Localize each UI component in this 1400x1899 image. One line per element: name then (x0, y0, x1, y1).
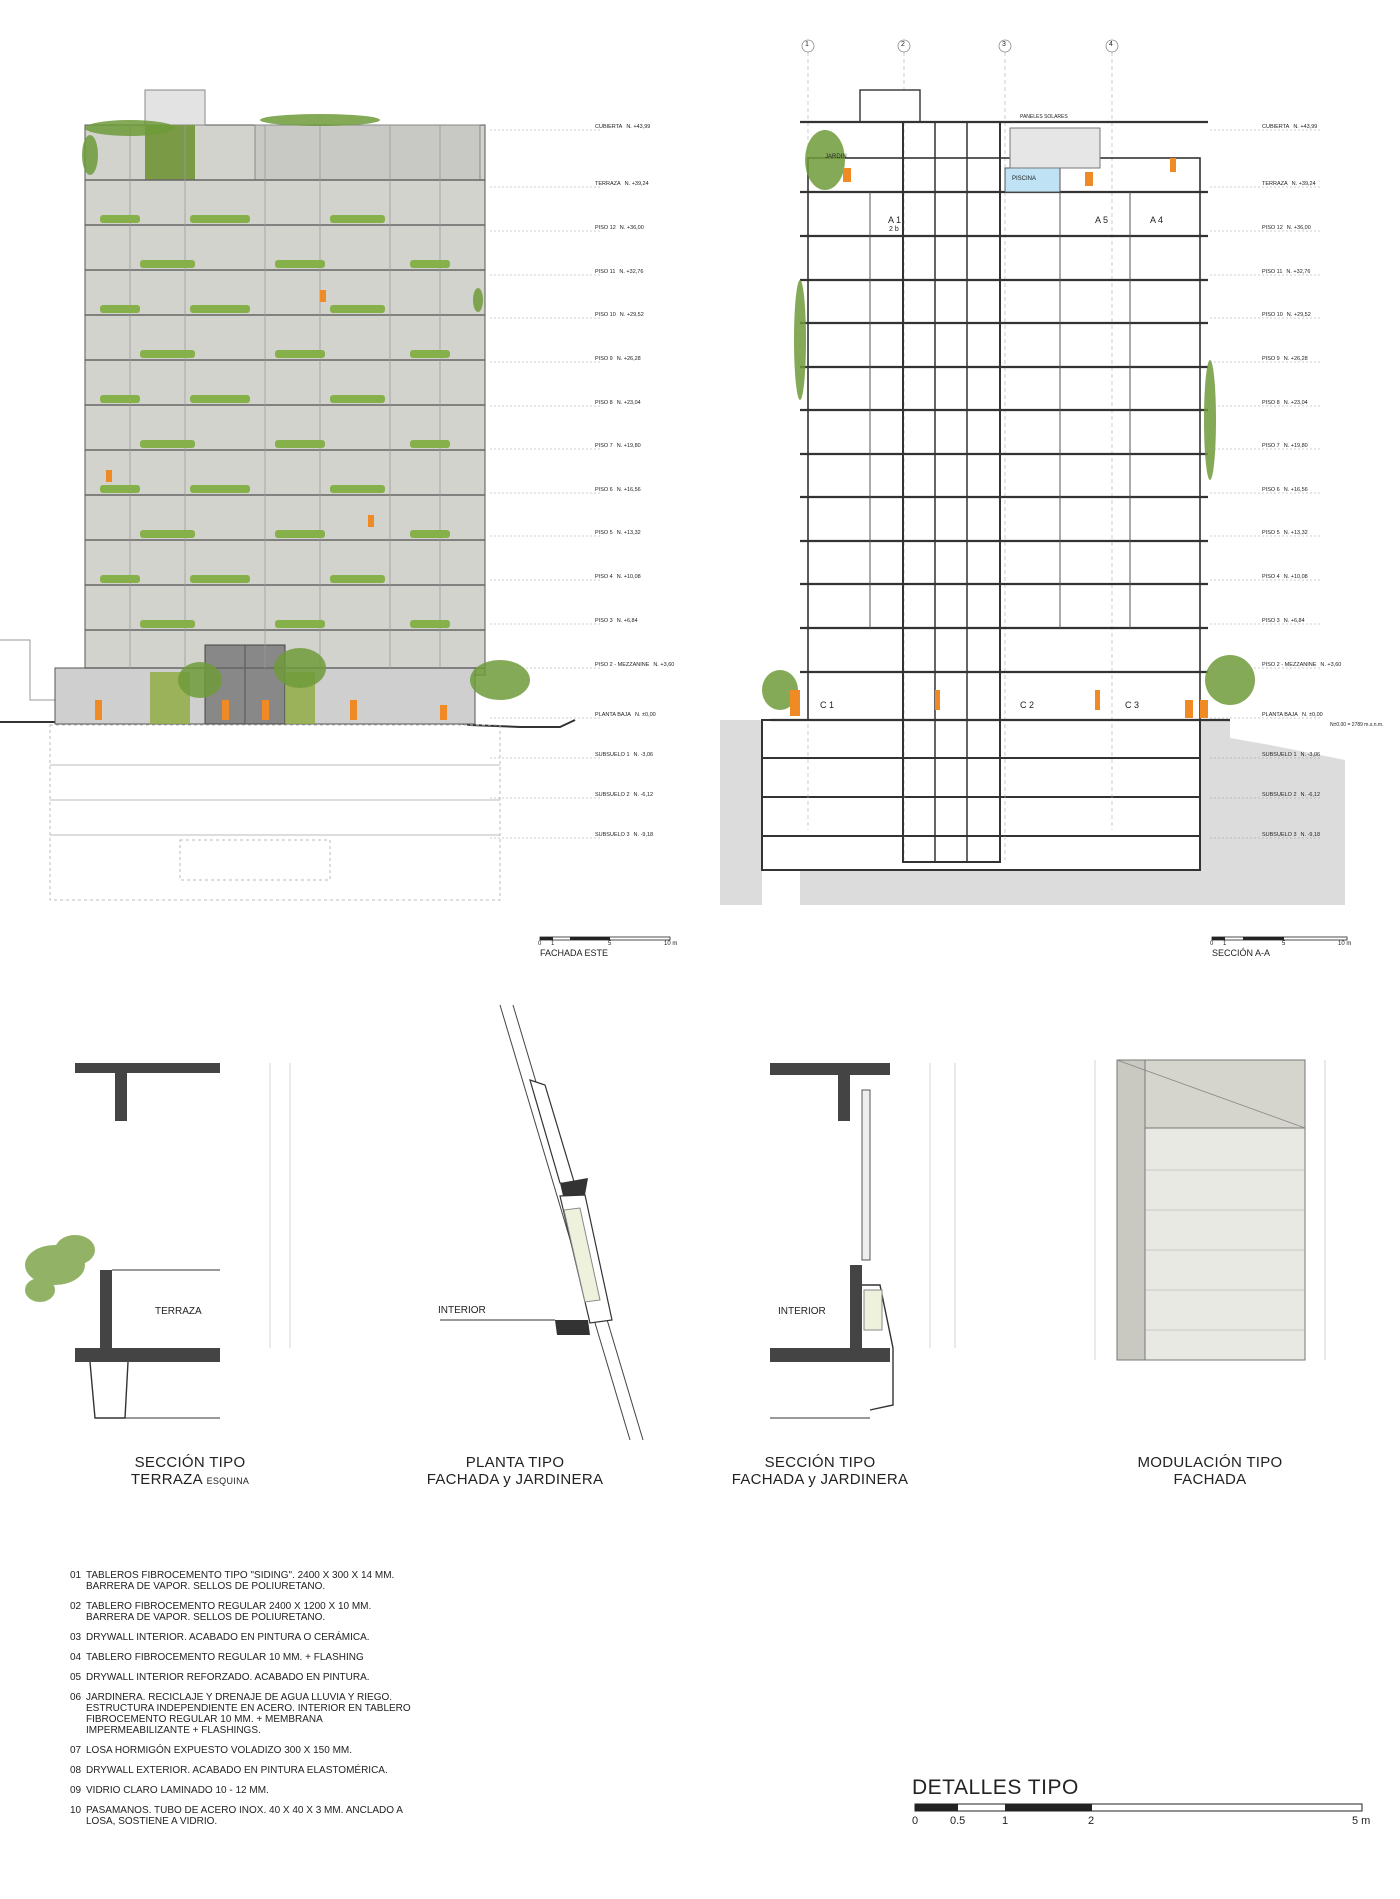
unit-label: C 3 (1125, 700, 1140, 710)
level-label (595, 662, 674, 668)
level-label (595, 752, 653, 758)
note-item (70, 1601, 470, 1623)
level-name: PLANTA BAJA (595, 712, 631, 718)
level-name: SUBSUELO 3 (1262, 832, 1297, 838)
level-label (1262, 124, 1317, 130)
level-value: N. -3,06 (633, 752, 654, 758)
level-value: N. +26,28 (616, 356, 641, 362)
scale-top-tick: 0 (538, 941, 542, 947)
scale-bottom-tick: 0.5 (950, 1815, 966, 1827)
level-value: N. +36,00 (619, 225, 644, 231)
reference-level: N±0.00 = 2789 m.s.n.m. (1330, 722, 1384, 728)
seccion-aa-drawing (720, 40, 1347, 940)
level-name: SUBSUELO 2 (595, 792, 630, 798)
note-text: LOSA HORMIGÓN EXPUESTO VOLADIZO 300 X 150 MM. (86, 1745, 353, 1756)
level-value: N. +6,84 (616, 618, 638, 624)
level-name: PISO 12 (595, 225, 616, 231)
level-label (595, 443, 641, 449)
grid-axis-label: 2 (901, 41, 905, 48)
level-value: N. +43,99 (1293, 124, 1318, 130)
level-name: PISO 5 (1262, 530, 1280, 536)
level-value: N. +43,99 (626, 124, 651, 130)
note-text: TABLEROS FIBROCEMENTO TIPO "SIDING". 2400 X 300 X 14 MM. BARRERA DE VAPOR. SELLOS DE POLIURETANO. (86, 1570, 395, 1592)
level-name: CUBIERTA (1262, 124, 1290, 130)
level-value: N. ±0,00 (634, 712, 656, 718)
note-text: DRYWALL EXTERIOR. ACABADO EN PINTURA ELASTOMÉRICA. (86, 1765, 388, 1776)
level-name: PISO 10 (595, 312, 616, 318)
note-number: 04 (70, 1652, 82, 1663)
level-label (1262, 487, 1308, 493)
level-label (595, 356, 641, 362)
note-number: 03 (70, 1632, 82, 1643)
level-name: PISO 8 (1262, 400, 1280, 406)
level-name: PISO 4 (1262, 574, 1280, 580)
level-label (595, 312, 644, 318)
level-name: TERRAZA (595, 181, 621, 187)
unit-label: 2 b (889, 226, 899, 233)
level-value: N. +39,24 (1291, 181, 1316, 187)
detalle-seccion-fachada (770, 1063, 955, 1418)
unit-label: A 4 (1150, 215, 1164, 225)
level-label (1262, 400, 1308, 406)
note-item (70, 1805, 470, 1827)
level-value: N. +16,56 (616, 487, 641, 493)
fachada-este-elevation (0, 90, 670, 940)
level-name: PISO 11 (595, 269, 616, 275)
detail-title-1: SECCIÓN TIPO TERRAZA ESQUINA (130, 1454, 250, 1488)
level-value: N. +29,52 (1286, 312, 1311, 318)
level-label (595, 712, 656, 718)
level-value: N. +36,00 (1286, 225, 1311, 231)
level-label (595, 225, 644, 231)
unit-label: C 2 (1020, 700, 1035, 710)
level-value: N. +23,04 (616, 400, 641, 406)
level-name: PISO 8 (595, 400, 613, 406)
level-name: PISO 2 - MEZZANINE (595, 662, 650, 668)
level-name: PISO 9 (595, 356, 613, 362)
level-label (595, 487, 641, 493)
level-label (1262, 792, 1320, 798)
level-label (1262, 574, 1308, 580)
note-item (70, 1570, 470, 1592)
grid-axis-label: 1 (805, 41, 809, 48)
level-name: PISO 12 (1262, 225, 1283, 231)
level-value: N. +32,76 (619, 269, 644, 275)
level-value: N. -6,12 (1300, 792, 1321, 798)
level-label (595, 574, 641, 580)
level-name: TERRAZA (1262, 181, 1288, 187)
level-name: PISO 6 (595, 487, 613, 493)
level-name: PISO 6 (1262, 487, 1280, 493)
detalle-planta-fachada (440, 1005, 643, 1440)
sheet-title: DETALLES TIPO (912, 1776, 1079, 1799)
unit-label: A 1 (888, 215, 902, 225)
note-item (70, 1785, 470, 1796)
level-value: N. -9,18 (1300, 832, 1321, 838)
unit-label: C 1 (820, 700, 835, 710)
level-label (1262, 312, 1311, 318)
detail-label-interior: INTERIOR (778, 1306, 826, 1317)
level-label (1262, 662, 1341, 668)
note-text: TABLERO FIBROCEMENTO REGULAR 2400 X 1200 X 10 MM. BARRERA DE VAPOR. SELLOS DE POLIURETANO. (86, 1601, 372, 1623)
scale-top-tick: 5 (1282, 941, 1286, 947)
level-value: N. +29,52 (619, 312, 644, 318)
detail-label-terraza: TERRAZA (155, 1306, 202, 1317)
level-value: N. +13,32 (616, 530, 641, 536)
level-label (1262, 443, 1308, 449)
level-label (1262, 618, 1305, 624)
note-number: 08 (70, 1765, 82, 1776)
note-number: 02 (70, 1601, 82, 1612)
detalles-scale-bar (915, 1804, 1362, 1811)
level-name: PISO 4 (595, 574, 613, 580)
note-text: PASAMANOS. TUBO DE ACERO INOX. 40 X 40 X 3 MM. ANCLADO A LOSA, SOSTIENE A VIDRIO. (86, 1805, 403, 1827)
room-label-paneles: PANELES SOLARES (1020, 114, 1068, 120)
level-value: N. +19,80 (1283, 443, 1308, 449)
note-text: DRYWALL INTERIOR. ACABADO EN PINTURA O CERÁMICA. (86, 1632, 370, 1643)
level-name: PISO 11 (1262, 269, 1283, 275)
room-label-jardin: JARDIN (825, 154, 847, 160)
level-value: N. +16,56 (1283, 487, 1308, 493)
level-label (1262, 356, 1308, 362)
level-value: N. +3,60 (1320, 662, 1342, 668)
level-label (595, 181, 649, 187)
note-item (70, 1745, 470, 1756)
note-item (70, 1632, 470, 1643)
unit-label: A 5 (1095, 215, 1109, 225)
level-value: N. -3,06 (1300, 752, 1321, 758)
level-value: N. +10,08 (616, 574, 641, 580)
note-number: 07 (70, 1745, 82, 1756)
material-notes (70, 1570, 470, 1836)
level-label (1262, 712, 1323, 718)
room-label-piscina: PISCINA (1012, 176, 1037, 182)
level-value: N. -6,12 (633, 792, 654, 798)
note-text: JARDINERA. RECICLAJE Y DRENAJE DE AGUA LLUVIA Y RIEGO. ESTRUCTURA INDEPENDIENTE EN ACERO. INTERIOR EN TABLERO FIBROCEMENTO REGULAR 10 MM. + MEMBRANA IMPERMEABILIZANTE + FLASHINGS. (86, 1692, 411, 1736)
level-name: PISO 2 - MEZZANINE (1262, 662, 1317, 668)
note-text: TABLERO FIBROCEMENTO REGULAR 10 MM. + FLASHING (86, 1652, 364, 1663)
level-name: SUBSUELO 1 (595, 752, 630, 758)
detail-title-2: PLANTA TIPO FACHADA y JARDINERA (426, 1454, 604, 1488)
level-name: PISO 3 (1262, 618, 1280, 624)
note-number: 10 (70, 1805, 82, 1816)
seccion-aa-label: SECCIÓN A-A (1212, 948, 1271, 958)
note-number: 05 (70, 1672, 82, 1683)
level-value: N. +39,24 (624, 181, 649, 187)
level-name: PISO 7 (595, 443, 613, 449)
level-value: N. +26,28 (1283, 356, 1308, 362)
level-name: SUBSUELO 3 (595, 832, 630, 838)
level-name: SUBSUELO 2 (1262, 792, 1297, 798)
scale-top-tick: 1 (551, 941, 555, 947)
detail-title-4: MODULACIÓN TIPO FACHADA (1137, 1454, 1283, 1488)
detalle-modulacion-fachada (1095, 1060, 1325, 1360)
note-item (70, 1765, 470, 1776)
level-name: PISO 9 (1262, 356, 1280, 362)
level-label (595, 124, 650, 130)
level-name: PISO 5 (595, 530, 613, 536)
note-text: DRYWALL INTERIOR REFORZADO. ACABADO EN PINTURA. (86, 1672, 370, 1683)
level-value: N. -9,18 (633, 832, 654, 838)
level-name: PISO 10 (1262, 312, 1283, 318)
level-label (595, 530, 641, 536)
level-label (1262, 225, 1311, 231)
level-value: N. +19,80 (616, 443, 641, 449)
scale-bottom-tick: 0 (912, 1815, 919, 1827)
level-value: N. +6,84 (1283, 618, 1305, 624)
detail-label-interior: INTERIOR (438, 1305, 486, 1316)
note-item (70, 1672, 470, 1683)
note-item (70, 1692, 470, 1736)
note-item (70, 1652, 470, 1663)
note-number: 06 (70, 1692, 82, 1703)
level-name: PISO 7 (1262, 443, 1280, 449)
level-name: CUBIERTA (595, 124, 623, 130)
level-label (1262, 269, 1310, 275)
level-label (1262, 530, 1308, 536)
detalle-seccion-terraza (25, 1063, 290, 1418)
level-label (595, 792, 653, 798)
level-label (595, 400, 641, 406)
grid-axis-label: 4 (1109, 41, 1113, 48)
scale-bottom-tick: 2 (1088, 1815, 1095, 1827)
level-value: N. ±0,00 (1301, 712, 1323, 718)
detail-title-3: SECCIÓN TIPO FACHADA y JARDINERA (731, 1454, 909, 1488)
level-value: N. +10,08 (1283, 574, 1308, 580)
scale-top-tick: 5 (608, 941, 612, 947)
level-name: PISO 3 (595, 618, 613, 624)
level-value: N. +13,32 (1283, 530, 1308, 536)
level-value: N. +3,60 (653, 662, 675, 668)
scale-top-tick: 10 m (1338, 941, 1352, 947)
scale-top-tick: 1 (1223, 941, 1227, 947)
note-number: 09 (70, 1785, 82, 1796)
level-value: N. +23,04 (1283, 400, 1308, 406)
note-number: 01 (70, 1570, 82, 1581)
scale-bottom-tick: 5 m (1352, 1815, 1371, 1827)
level-label (595, 618, 638, 624)
level-label (595, 269, 643, 275)
scale-bottom-tick: 1 (1002, 1815, 1009, 1827)
scale-top-tick: 0 (1210, 941, 1214, 947)
level-label (1262, 181, 1316, 187)
level-name: SUBSUELO 1 (1262, 752, 1297, 758)
grid-axis-label: 3 (1002, 41, 1006, 48)
level-label (1262, 752, 1320, 758)
fachada-este-label: FACHADA ESTE (540, 948, 609, 958)
scale-top-tick: 10 m (664, 941, 678, 947)
level-label (595, 832, 653, 838)
level-value: N. +32,76 (1286, 269, 1311, 275)
note-text: VIDRIO CLARO LAMINADO 10 - 12 MM. (86, 1785, 269, 1796)
level-name: PLANTA BAJA (1262, 712, 1298, 718)
level-label (1262, 832, 1320, 838)
